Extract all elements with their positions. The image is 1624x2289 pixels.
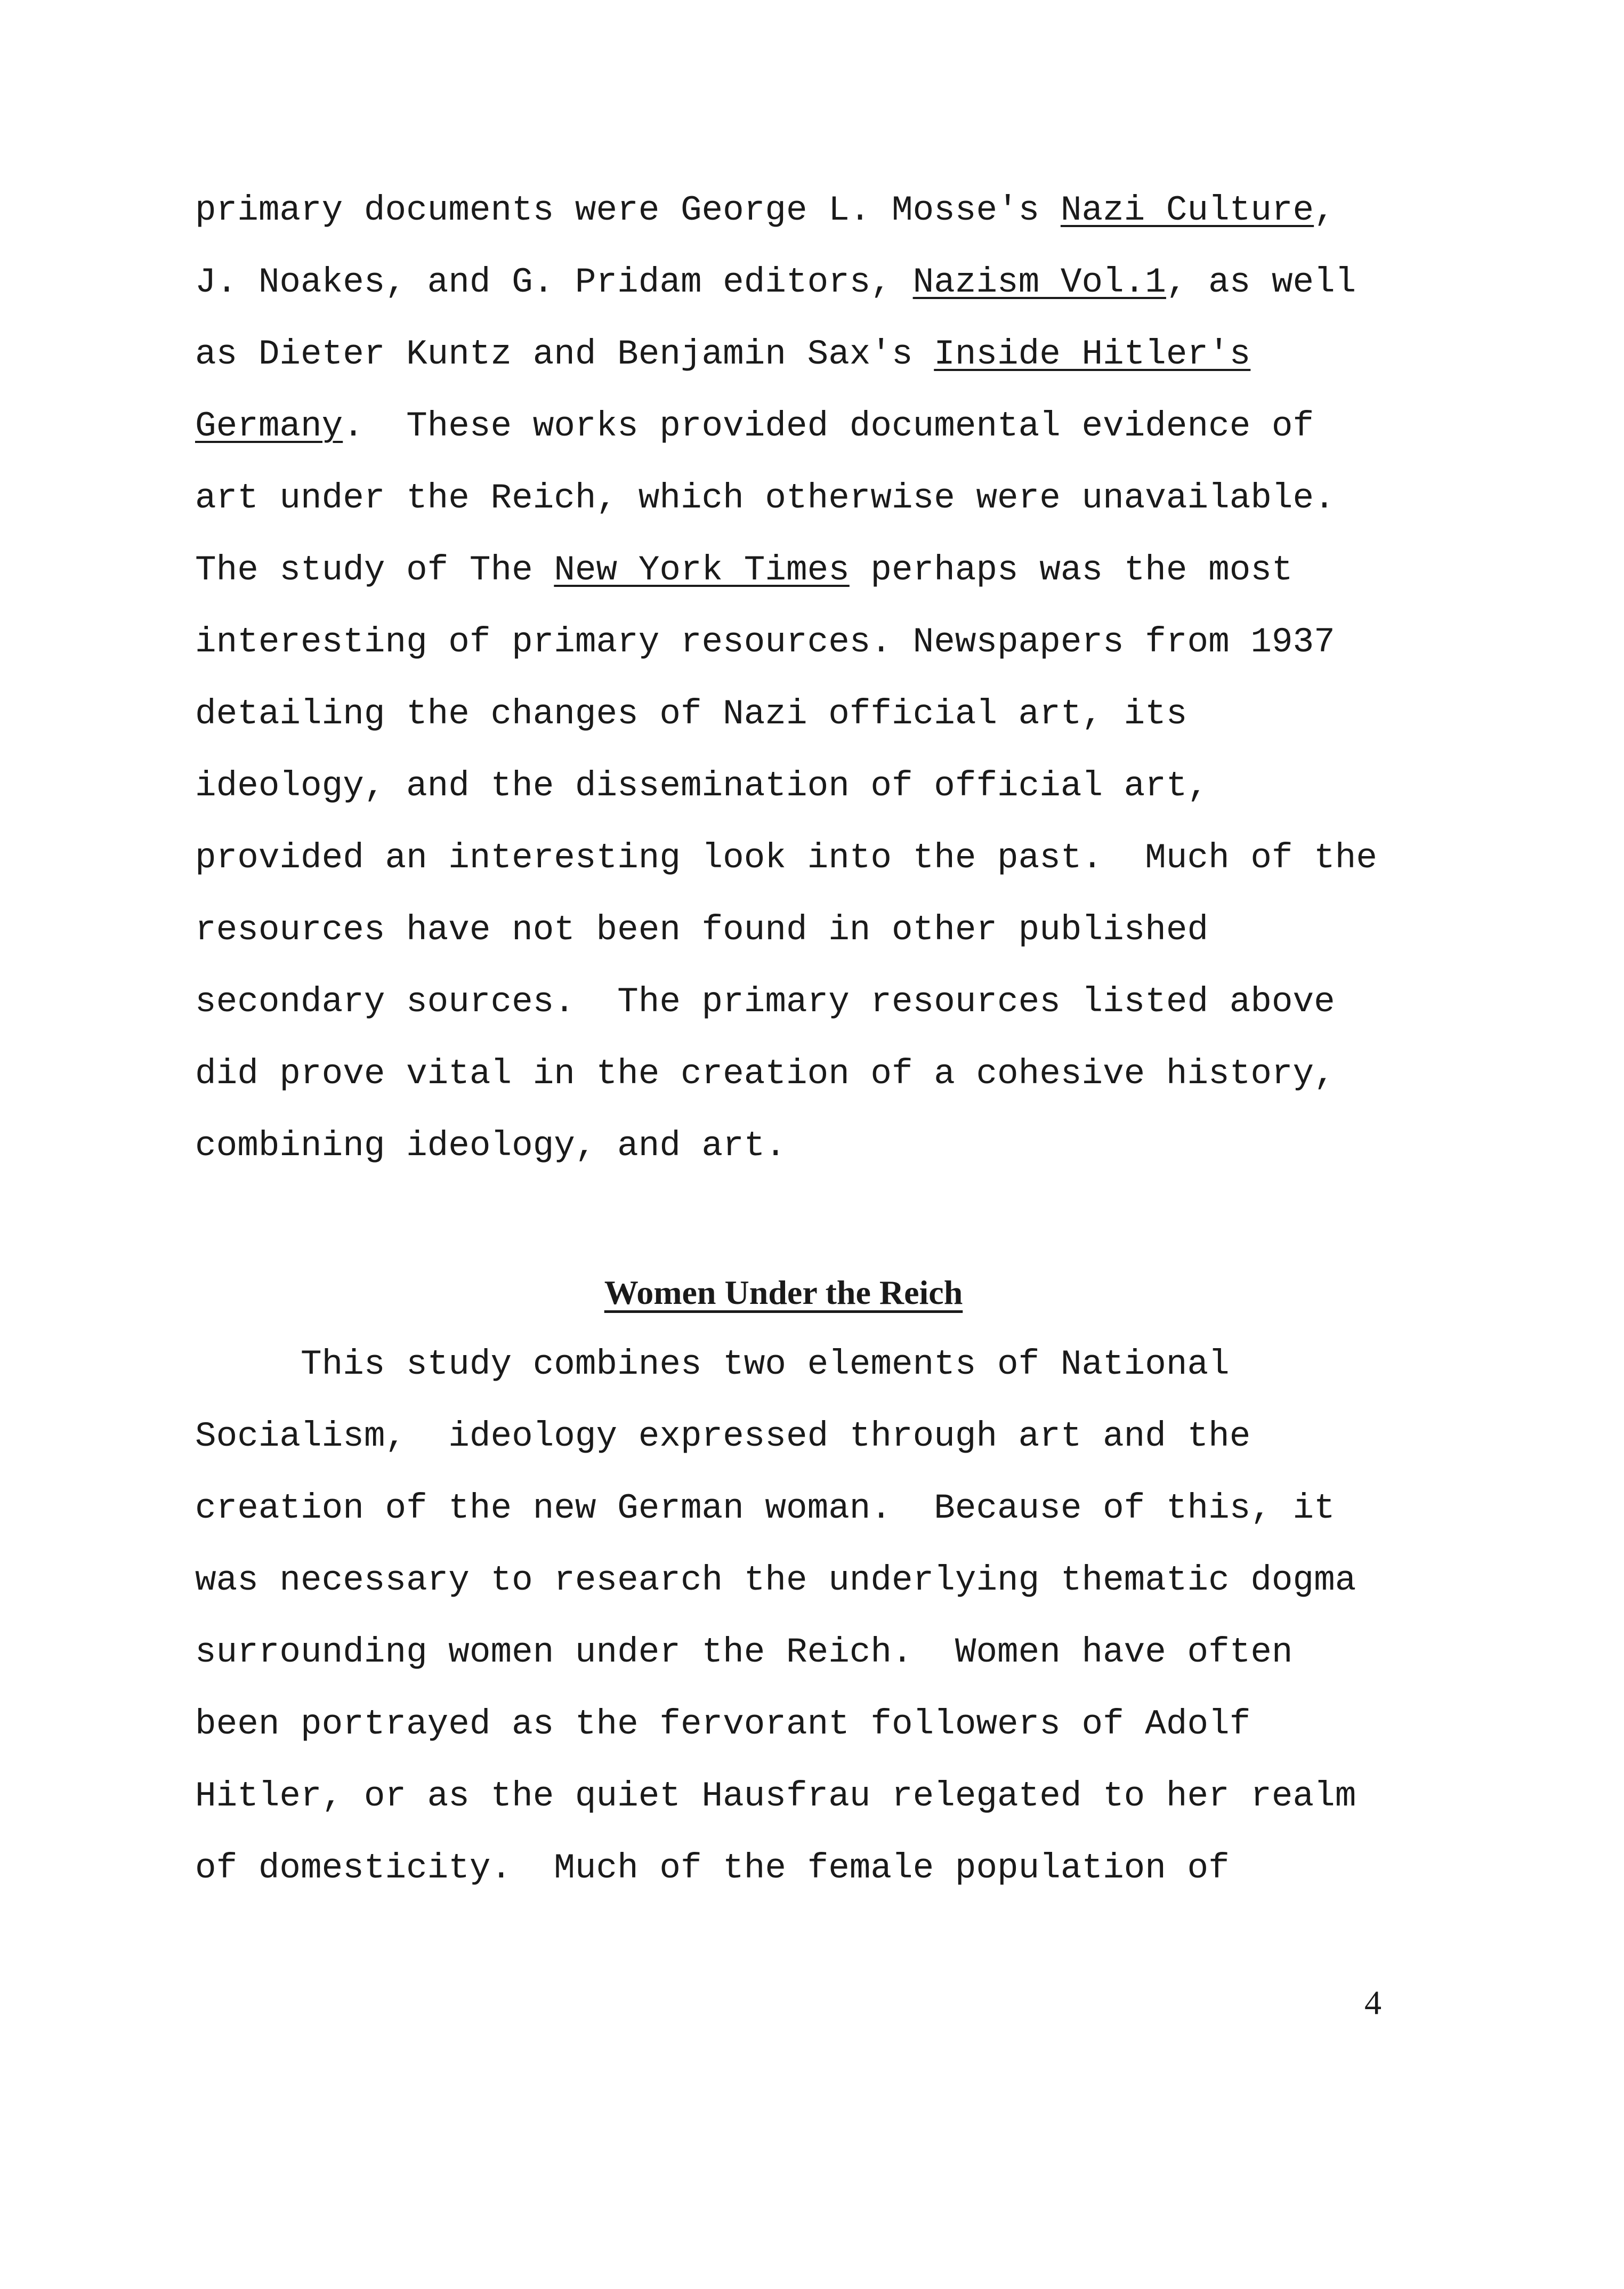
title-new-york-times: New York Times	[554, 550, 850, 590]
text-line: resources have not been found in other published	[195, 910, 1209, 950]
text-line: creation of the new German woman. Because of this, it	[195, 1488, 1335, 1528]
text-line: ideology, and the dissemination of official art,	[195, 766, 1209, 806]
title-inside-hitlers: Inside Hitler's	[934, 334, 1251, 374]
text-line: of domesticity. Much of the female population of	[195, 1848, 1230, 1888]
text-line: secondary sources. The primary resources listed above	[195, 982, 1335, 1022]
text-line: did prove vital in the creation of a cohesive history,	[195, 1054, 1335, 1094]
text-line: interesting of primary resources. Newspapers from 1937	[195, 622, 1335, 662]
page-number: 4	[1364, 1984, 1381, 2021]
title-nazism-vol1: Nazism Vol.1	[912, 262, 1166, 302]
text-line: This study combines two elements of National	[195, 1344, 1230, 1384]
text-line: Germany. These works provided documental evidence of	[195, 406, 1314, 446]
text-line: combining ideology, and art.	[195, 1126, 786, 1166]
text-line: primary documents were George L. Mosse's Nazi Culture,	[195, 190, 1335, 230]
text-line: Socialism, ideology expressed through art and the	[195, 1416, 1251, 1456]
text-line: art under the Reich, which otherwise were unavailable.	[195, 478, 1335, 518]
text-line: provided an interesting look into the past. Much of the	[195, 838, 1377, 878]
text-line: been portrayed as the fervorant followers of Adolf	[195, 1704, 1251, 1744]
text-line: Hitler, or as the quiet Hausfrau relegated to her realm	[195, 1776, 1356, 1816]
title-nazi-culture: Nazi Culture	[1060, 190, 1314, 230]
text-line: surrounding women under the Reich. Women have often	[195, 1632, 1293, 1672]
text-line: was necessary to research the underlying thematic dogma	[195, 1560, 1356, 1600]
text-line: as Dieter Kuntz and Benjamin Sax's Inside Hitler's	[195, 334, 1251, 374]
text-line: The study of The New York Times perhaps was the most	[195, 550, 1293, 590]
section-heading: Women Under the Reich	[604, 1274, 963, 1311]
text-line: detailing the changes of Nazi official art, its	[195, 694, 1187, 734]
title-germany: Germany	[195, 406, 343, 446]
text-line: J. Noakes, and G. Pridam editors, Nazism Vol.1, as well	[195, 262, 1356, 302]
